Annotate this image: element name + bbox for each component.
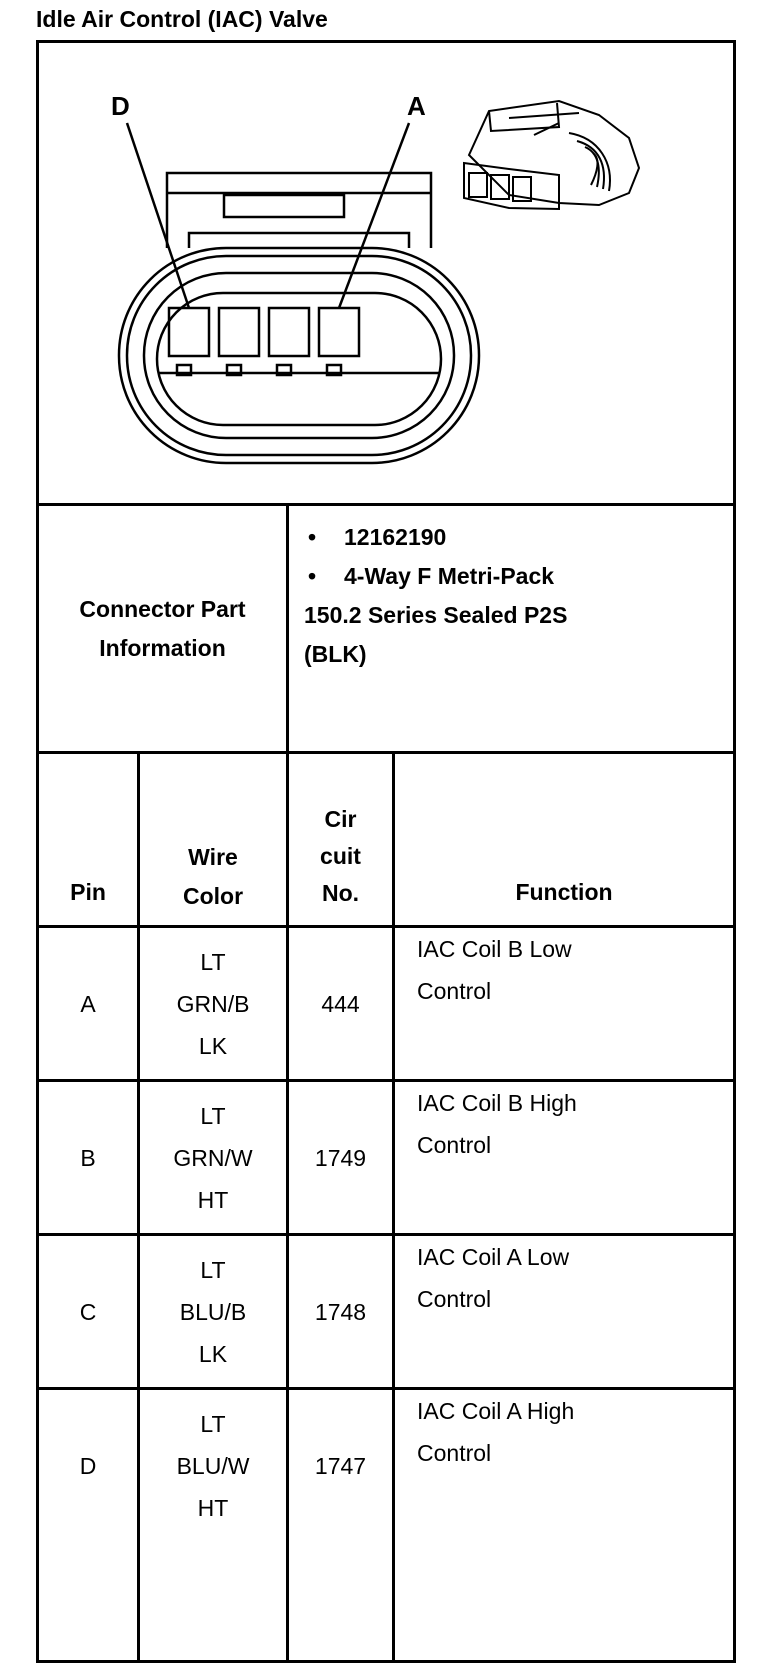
function-line: Control — [417, 1440, 492, 1466]
pin-cell: D — [79, 1452, 97, 1479]
divider — [36, 503, 736, 506]
wire-color-line: BLU/W — [176, 1452, 250, 1479]
circuit-cell: 1748 — [314, 1298, 367, 1325]
circuit-cell: 444 — [321, 990, 360, 1017]
wire-color-line: LT — [200, 1410, 226, 1437]
header-function: Function — [515, 879, 613, 905]
header-circuit-line2: cuit — [320, 843, 361, 869]
wire-color-line: GRN/B — [176, 990, 250, 1017]
connector-type: 4-Way F Metri-Pack — [344, 563, 555, 589]
wire-color-line: HT — [197, 1186, 229, 1213]
header-pin: Pin — [70, 879, 106, 905]
connector-color: (BLK) — [304, 641, 367, 667]
function-cell — [395, 1390, 733, 1541]
pin-cell: A — [80, 990, 96, 1017]
connector-info-details: • 12162190 • 4-Way F Metri-Pack 150.2 Series Sealed P2S (BLK) — [304, 518, 567, 674]
wire-color-cell — [140, 1390, 286, 1541]
connector-latch — [167, 173, 431, 248]
wire-color-line: HT — [197, 1494, 229, 1521]
wire-color-line: LT — [200, 948, 226, 975]
function-line: IAC Coil A High — [417, 1398, 575, 1424]
wire-color-line: GRN/W — [173, 1144, 253, 1171]
circuit-cell: 1749 — [314, 1144, 367, 1171]
part-number: 12162190 — [344, 524, 447, 550]
wire-color-line: LK — [198, 1032, 228, 1059]
function-line: Control — [417, 1132, 492, 1158]
pin-cell: B — [80, 1144, 96, 1171]
leader-line-a — [339, 123, 409, 308]
function-line: IAC Coil A Low — [417, 1244, 570, 1270]
page-title: Idle Air Control (IAC) Valve — [36, 6, 328, 32]
function-line: Control — [417, 978, 492, 1004]
header-wire-color-line2: Color — [182, 883, 244, 909]
connector-3d-thumbnail — [464, 101, 639, 209]
header-wire-color — [140, 838, 286, 916]
wire-color-line: LK — [198, 1340, 228, 1367]
function-line: IAC Coil B High — [417, 1090, 577, 1116]
function-line: IAC Coil B Low — [417, 936, 572, 962]
wire-color-line: BLU/B — [179, 1298, 247, 1325]
pin-label-a: A — [407, 91, 426, 121]
function-cell — [395, 1082, 733, 1233]
connector-series: 150.2 Series Sealed P2S — [304, 602, 568, 628]
header-wire-color-line1: Wire — [188, 844, 238, 870]
pin-label-d: D — [111, 91, 130, 121]
function-cell — [395, 928, 733, 1079]
pin-cell: C — [79, 1298, 97, 1325]
header-circuit-line1: Cir — [324, 806, 357, 832]
connector-diagram — [39, 43, 733, 543]
wire-color-line: LT — [200, 1256, 226, 1283]
wire-color-cell — [140, 1236, 286, 1387]
header-circuit-no — [289, 801, 392, 912]
function-cell — [395, 1236, 733, 1387]
wire-color-line: LT — [200, 1102, 226, 1129]
wire-color-cell — [140, 928, 286, 1079]
header-circuit-line3: No. — [321, 880, 360, 906]
connector-info-label-line2: Information — [99, 635, 226, 661]
connector-info-label-line1: Connector Part — [79, 596, 246, 622]
circuit-cell: 1747 — [314, 1452, 367, 1479]
connector-info-label — [39, 590, 286, 668]
leader-line-d — [127, 123, 189, 308]
wire-color-cell — [140, 1082, 286, 1233]
divider — [36, 751, 736, 754]
function-line: Control — [417, 1286, 492, 1312]
